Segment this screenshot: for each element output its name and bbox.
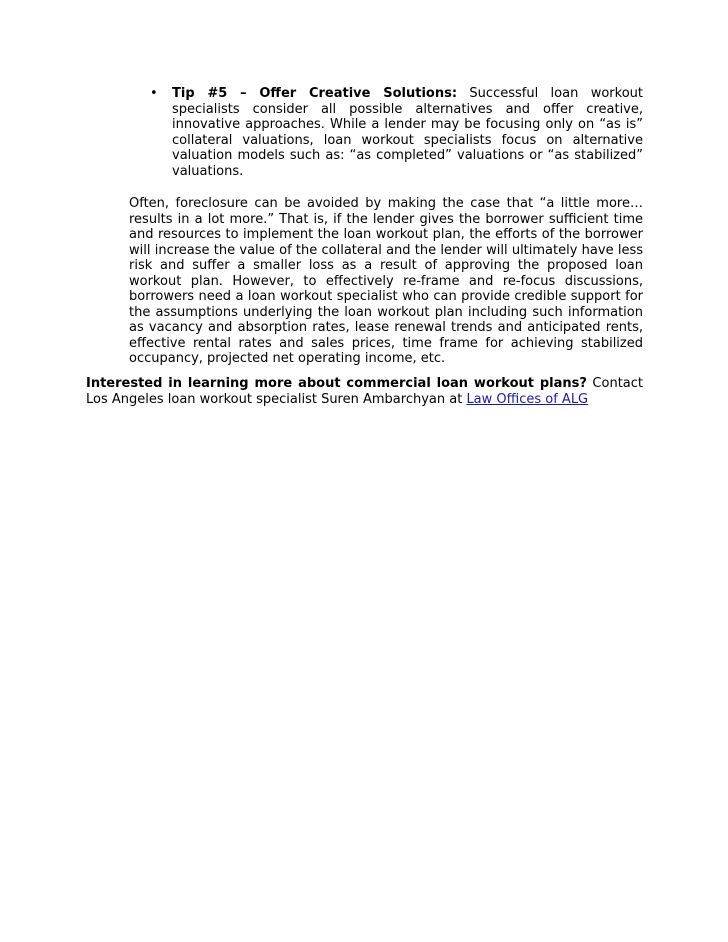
tip-5-text xyxy=(172,86,643,179)
tip-5-body: Successful loan workout specialists consider all possible alternatives and offer creative, innovative approaches. While a lender may be focusing only on “as is” collateral valuations, loan workout specialists focus on alternative valuation models such as: “as completed” valuations or “as stabilized” valuations. xyxy=(172,86,643,179)
closing-question: Interested in learning more about commercial loan workout plans? xyxy=(86,376,587,391)
foreclosure-paragraph: Often, foreclosure can be avoided by making the case that “a little more… results in a lot more.” That is, if the lender gives the borrower sufficient time and resources to implement the loan workout plan, the efforts of the borrower will increase the value of the collateral and the lender will ultimately have less risk and suffer a smaller loss as a result of approving the proposed loan workout plan. However, to effectively re-frame and re-focus discussions, borrowers need a loan workout specialist who can provide credible support for the assumptions underlying the loan workout plan including such information as vacancy and absorption rates, lease renewal trends and anticipated rents, effective rental rates and sales prices, time frame for achieving stabilized occupancy, projected net operating income, etc. xyxy=(129,196,643,366)
law-offices-link[interactable]: Law Offices of ALG xyxy=(466,391,589,407)
closing-paragraph xyxy=(86,376,643,407)
bullet-icon: • xyxy=(150,86,158,101)
closing-contact-text: Contact Los Angeles loan workout specialist Suren Ambarchyan at xyxy=(86,376,643,407)
tip-5-heading: Tip #5 – Offer Creative Solutions: xyxy=(172,86,458,101)
